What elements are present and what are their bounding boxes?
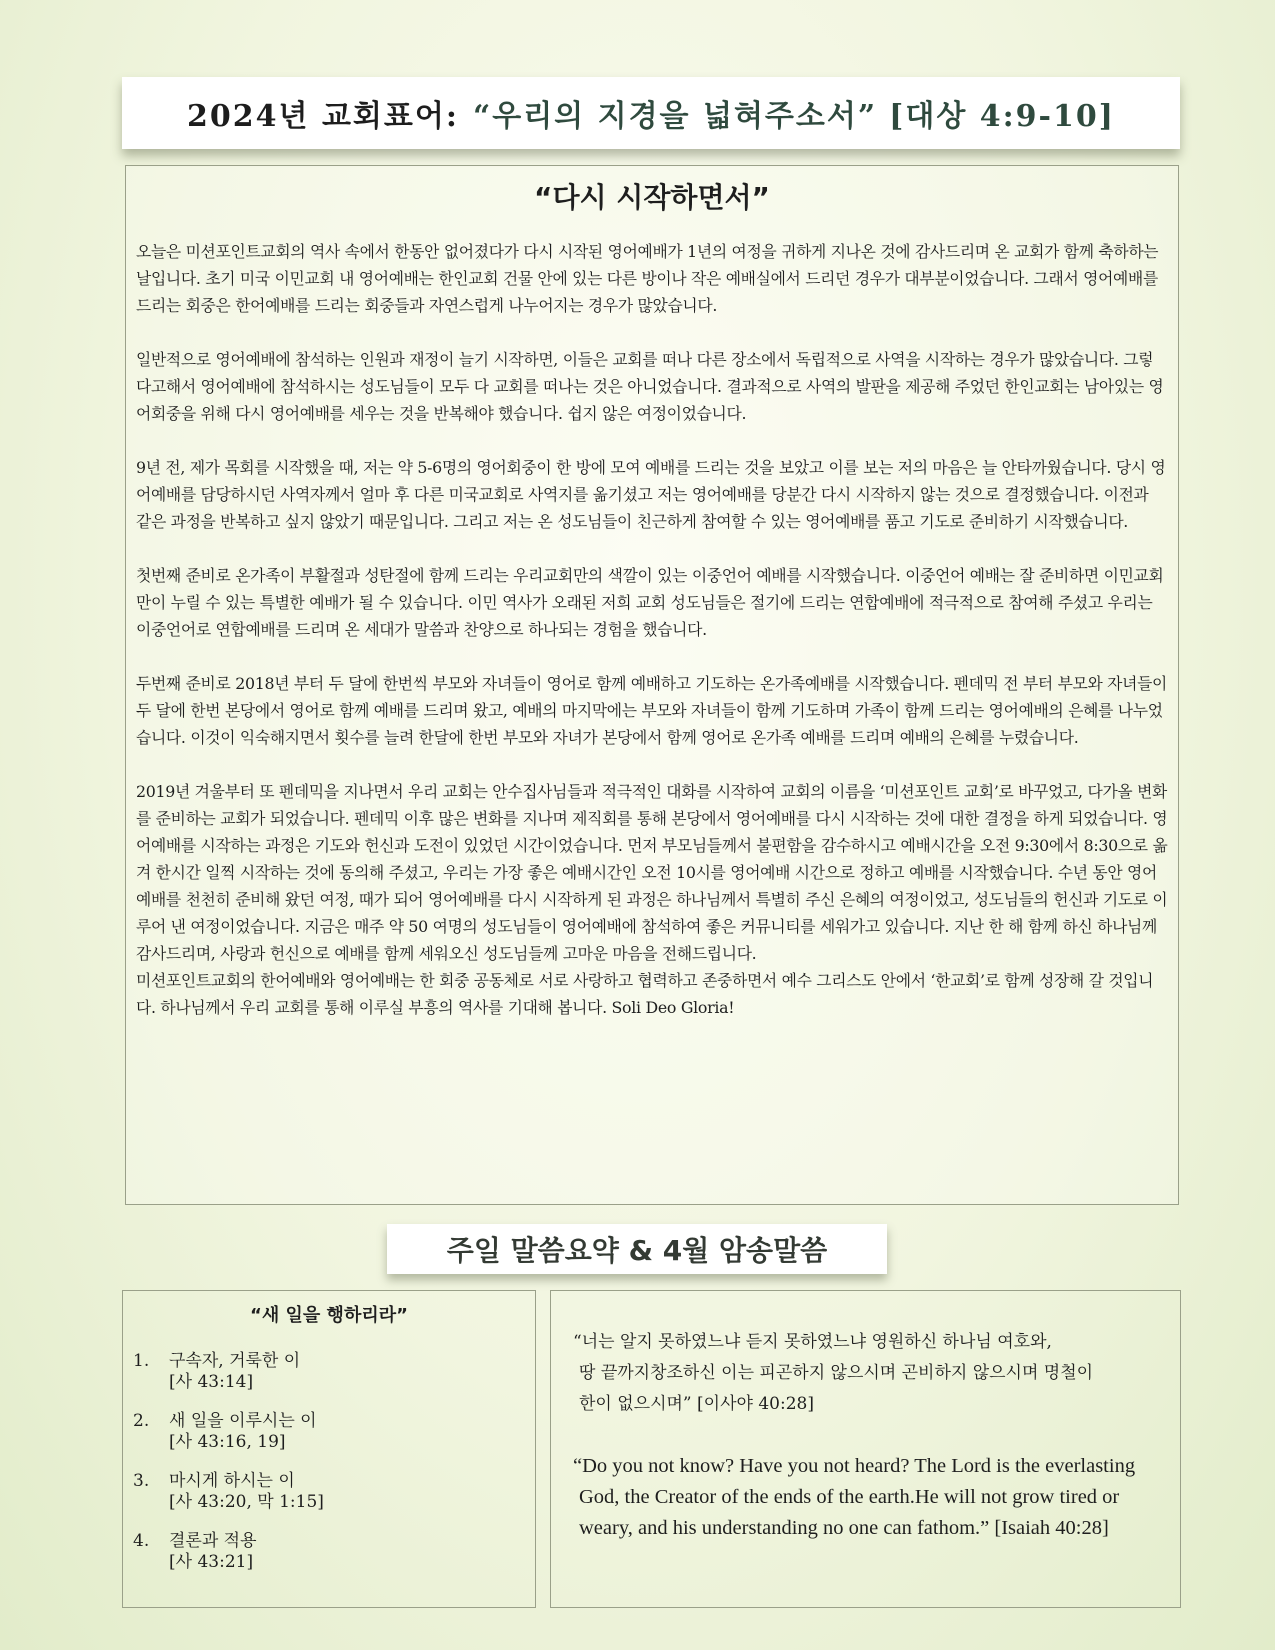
- article-body: [136, 238, 1168, 1021]
- article-paragraph: 미션포인트교회의 한어예배와 영어예배는 한 회중 공동체로 서로 사랑하고 협력하고 존중하면서 예수 그리스도 안에서 ‘한교회’로 함께 성장해 갈 것입니다. 하나님께서 우리 교회를 통해 이루실 부흥의 역사를 기대해 봅니다. Soli Deo Gloria!: [136, 971, 1154, 1017]
- article-paragraph: 두번째 준비로 2018년 부터 두 달에 한번씩 부모와 자녀들이 영어로 함께 예배하고 기도하는 온가족예배를 시작했습니다. 펜데믹 전 부터 부모와 자녀들이 두 달에 한번 본당에서 영어로 함께 예배를 드리며 왔고, 예배의 마지막에는 부모와 자녀들이 함께 기도하며 가족이 함께 드리는 영어예배의 은혜를 나누었습니다. 이것이 익숙해지면서 횟수를 늘려 한달에 한번 부모와 자녀가 본당에서 함께 영어로 온가족 예배를 드리며 예배의 은혜를 누렸습니다.: [136, 674, 1168, 747]
- memory-verse-box: [550, 1290, 1181, 1608]
- verse-korean: [573, 1327, 1170, 1420]
- article-paragraph: 일반적으로 영어예배에 참석하는 인원과 재정이 늘기 시작하면, 이들은 교회를 떠나 다른 장소에서 독립적으로 사역을 시작하는 경우가 많았습니다. 그렇다고해서 영어예배에 참석하시는 성도님들이 모두 다 교회를 떠나는 것은 아니었습니다. 결과적으로 사역의 발판을 제공해 주었던 한인교회는 남아있는 영어회중을 위해 다시 영어예배를 세우는 것을 반복해야 했습니다. 쉽지 않은 여정이었습니다.: [136, 350, 1164, 423]
- point-text: 새 일을 이루시는 이: [169, 1411, 317, 1431]
- article-paragraph: 9년 전, 제가 목회를 시작했을 때, 저는 약 5-6명의 영어회중이 한 방에 모여 예배를 드리는 것을 보았고 이를 보는 저의 마음은 늘 안타까웠습니다. 당시 영어예배를 담당하시던 사역자께서 얼마 후 다른 미국교회로 사역지를 옮기셨고 저는 영어예배를 당분간 다시 시작하지 않는 것으로 결정했습니다. 이전과 같은 과정을 반복하고 싶지 않았기 때문입니다. 그리고 저는 온 성도님들이 친근하게 참여할 수 있는 영어예배를 품고 기도로 준비하기 시작했습니다.: [136, 458, 1166, 531]
- motto-reference: [대상 4:9-10]: [889, 99, 1115, 134]
- sermon-points: [133, 1351, 523, 1591]
- motto-label: 2024년 교회표어:: [187, 99, 459, 134]
- point-reference: [사 43:16, 19]: [169, 1432, 286, 1452]
- sermon-point: [133, 1351, 523, 1393]
- sermon-point: [133, 1471, 523, 1513]
- article-paragraph: 2019년 겨울부터 또 펜데믹을 지나면서 우리 교회는 안수집사님들과 적극적인 대화를 시작하여 교회의 이름을 ‘미션포인트 교회’로 바꾸었고, 다가올 변화를 준비하는 교회가 되었습니다. 펜데믹 이후 많은 변화를 지나며 제직회를 통해 본당에서 영어예배를 다시 시작하는 것에 대한 결정을 하게 되었습니다. 영어예배를 시작하는 과정은 기도와 헌신과 도전이 있었던 시간이었습니다. 먼저 부모님들께서 불편함을 감수하시고 예배시간을 오전 9:30에서 8:30으로 옮겨 한시간 일찍 시작하는 것에 동의해 주셨고, 우리는 가장 좋은 예배시간인 오전 10시를 영어예배 시간으로 정하고 예배를 시작했습니다. 수년 동안 영어예배를 천천히 준비해 왔던 여정, 때가 되어 영어예배를 다시 시작하게 된 과정은 하나님께서 특별히 주신 은혜의 여정이었고, 성도님들의 헌신과 기도로 이루어 낸 여정이었습니다. 지금은 매주 약 50 여명의 성도님들이 영어예배에 참석하여 좋은 커뮤니티를 세워가고 있습니다. 지난 한 해 함께 하신 하나님께 감사드리며, 사랑과 헌신으로 예배를 함께 세워오신 성도님들께 고마운 마음을 전해드립니다.: [136, 782, 1168, 963]
- point-number: 3.: [133, 1471, 150, 1491]
- sermon-point: [133, 1531, 523, 1573]
- motto-text: “우리의 지경을 넓혀주소서”: [472, 99, 878, 134]
- point-text: 결론과 적용: [169, 1531, 257, 1551]
- point-reference: [사 43:21]: [169, 1552, 254, 1572]
- point-number: 1.: [133, 1351, 150, 1371]
- point-reference: [사 43:14]: [169, 1372, 254, 1392]
- point-text: 구속자, 거룩한 이: [169, 1351, 301, 1371]
- point-text: 마시게 하시는 이: [169, 1471, 295, 1491]
- verse-english-line: weary, and his understanding no one can fathom.” [Isaiah 40:28]: [579, 1517, 1109, 1539]
- article-title: “다시 시작하면서”: [534, 181, 770, 214]
- verse-korean-line: “너는 알지 못하였느냐 듣지 못하였느냐 영원하신 하나님 여호와,: [573, 1332, 1052, 1352]
- article-box: [125, 165, 1179, 1205]
- article-paragraph: 첫번째 준비로 온가족이 부활절과 성탄절에 함께 드리는 우리교회만의 색깔이 있는 이중언어 예배를 시작했습니다. 이중언어 예배는 잘 준비하면 이민교회만이 누릴 수 있는 특별한 예배가 될 수 있습니다. 이민 역사가 오래된 저희 교회 성도님들은 절기에 드리는 연합예배에 적극적으로 참여해 주셨고 우리는 이중언어로 연합예배를 드리며 온 세대가 말씀과 찬양으로 하나되는 경험을 했습니다.: [136, 566, 1164, 639]
- verse-english-line: God, the Creator of the ends of the earth.He will not grow tired or: [579, 1486, 1120, 1508]
- motto-banner: [122, 77, 1180, 149]
- point-reference: [사 43:20, 막 1:15]: [169, 1492, 324, 1512]
- point-number: 2.: [133, 1411, 150, 1431]
- sermon-title: “새 일을 행하리라”: [250, 1305, 408, 1326]
- article-paragraph: 오늘은 미션포인트교회의 역사 속에서 한동안 없어졌다가 다시 시작된 영어예배가 1년의 여정을 귀하게 지나온 것에 감사드리며 온 교회가 함께 축하하는 날입니다. 초기 미국 이민교회 내 영어예배는 한인교회 건물 안에 있는 다른 방이나 작은 예배실에서 드리던 경우가 대부분이었습니다. 그래서 영어예배를 드리는 회중은 한어예배를 드리는 회중들과 자연스럽게 나누어지는 경우가 많았습니다.: [136, 242, 1159, 315]
- verse-english: [573, 1451, 1170, 1544]
- point-number: 4.: [133, 1531, 150, 1551]
- verse-korean-line: 땅 끝까지창조하신 이는 피곤하지 않으시며 곤비하지 않으시며 명철이: [579, 1363, 1094, 1383]
- section-banner: 주일 말씀요약 & 4월 암송말씀: [387, 1224, 887, 1274]
- verse-korean-line: 한이 없으시며” [이사야 40:28]: [579, 1394, 814, 1414]
- verse-english-line: “Do you not know? Have you not heard? The Lord is the everlasting: [573, 1455, 1136, 1477]
- sermon-point: [133, 1411, 523, 1453]
- sermon-summary-box: [122, 1290, 536, 1608]
